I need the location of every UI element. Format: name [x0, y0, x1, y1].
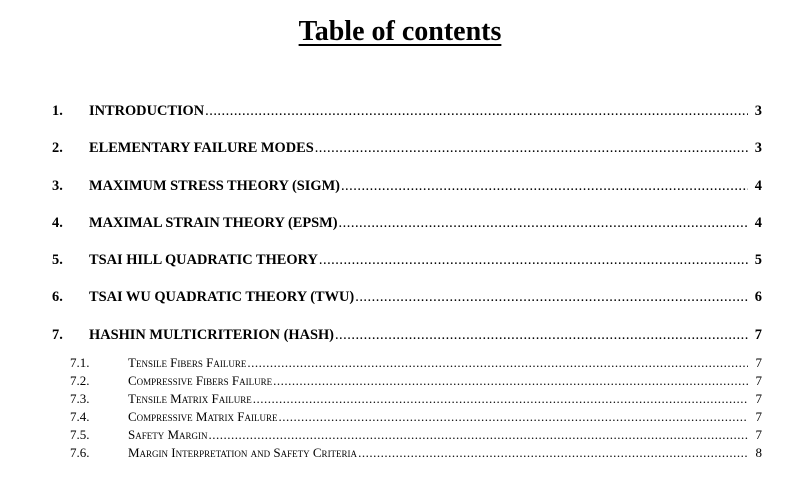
toc-leader-dots — [315, 138, 748, 158]
toc-subentry-page: 7 — [755, 409, 762, 424]
toc-entry-number: 5. — [52, 252, 63, 268]
toc-subentry-number: 7.4. — [70, 409, 90, 424]
toc-subentry-number: 7.1. — [70, 355, 90, 370]
toc-subentry-number: 7.5. — [70, 427, 90, 442]
toc-leader-dots — [339, 213, 748, 233]
toc-entry-page: 3 — [754, 103, 762, 119]
toc-entry[interactable] — [0, 287, 800, 307]
toc-subentry-label: Tensile Fibers Failure — [128, 355, 247, 370]
toc-entry-label: ELEMENTARY FAILURE MODES — [89, 140, 314, 156]
toc-entry-label: TSAI WU QUADRATIC THEORY (TWU) — [89, 289, 355, 305]
toc-entry[interactable] — [0, 138, 800, 158]
toc-subentry[interactable] — [0, 373, 800, 389]
toc-subentry-number: 7.2. — [70, 373, 90, 388]
toc-leader-dots — [319, 250, 748, 270]
toc-subentry-page: 7 — [755, 391, 762, 406]
toc-entry-label: MAXIMUM STRESS THEORY (SIGM) — [89, 178, 340, 194]
toc-leader-dots — [341, 176, 748, 196]
toc-entry-page: 3 — [754, 140, 762, 156]
toc-entry-page: 6 — [754, 289, 762, 305]
toc-entry[interactable] — [0, 176, 800, 196]
toc-entry-number: 7. — [52, 327, 63, 343]
toc-subentry[interactable] — [0, 427, 800, 443]
toc-subentry-page: 8 — [755, 445, 762, 460]
toc-subentry[interactable] — [0, 445, 800, 461]
toc-entry-page: 4 — [754, 215, 762, 231]
toc-leader-dots — [358, 445, 748, 461]
toc-leader-dots — [205, 101, 748, 121]
toc-leader-dots — [335, 325, 748, 345]
toc-subentry-label: Tensile Matrix Failure — [128, 391, 252, 406]
toc-entry-label: HASHIN MULTICRITERION (HASH) — [89, 327, 334, 343]
toc-entry-label: INTRODUCTION — [89, 103, 205, 119]
toc-subentry-label: Compressive Fibers Failure — [128, 373, 273, 388]
toc-subentry-number: 7.3. — [70, 391, 90, 406]
toc-subentry-label: Compressive Matrix Failure — [128, 409, 278, 424]
toc-entry-label: TSAI HILL QUADRATIC THEORY — [89, 252, 318, 268]
toc-subentry-page: 7 — [755, 355, 762, 370]
toc-entry-number: 3. — [52, 178, 63, 194]
toc-leader-dots — [253, 391, 748, 407]
toc-leader-dots — [273, 373, 748, 389]
toc-subentry-label: Safety Margin — [128, 427, 208, 442]
toc-subentry[interactable] — [0, 409, 800, 425]
toc-leader-dots — [278, 409, 748, 425]
toc-entry-label: MAXIMAL STRAIN THEORY (EPSM) — [89, 215, 338, 231]
toc-entry-number: 6. — [52, 289, 63, 305]
toc-entry[interactable] — [0, 250, 800, 270]
toc-subentry-page: 7 — [755, 373, 762, 388]
toc-entry[interactable] — [0, 213, 800, 233]
toc-entry-number: 4. — [52, 215, 63, 231]
toc-leader-dots — [247, 355, 748, 371]
toc-subentry-label: Margin Interpretation and Safety Criteria — [128, 445, 358, 460]
toc-leader-dots — [209, 427, 748, 443]
toc-subentry-number: 7.6. — [70, 445, 90, 460]
toc-entry[interactable] — [0, 325, 800, 345]
toc-entry-page: 4 — [754, 178, 762, 194]
page-title-text: Table of contents — [298, 16, 502, 47]
toc-entry-page: 7 — [754, 327, 762, 343]
toc-entry-number: 1. — [52, 103, 63, 119]
toc-subentry[interactable] — [0, 391, 800, 407]
toc-entry[interactable] — [0, 101, 800, 121]
toc-entry-page: 5 — [754, 252, 762, 268]
toc-subentry[interactable] — [0, 355, 800, 371]
toc-subentry-page: 7 — [755, 427, 762, 442]
toc-entry-number: 2. — [52, 140, 63, 156]
toc-leader-dots — [355, 287, 748, 307]
